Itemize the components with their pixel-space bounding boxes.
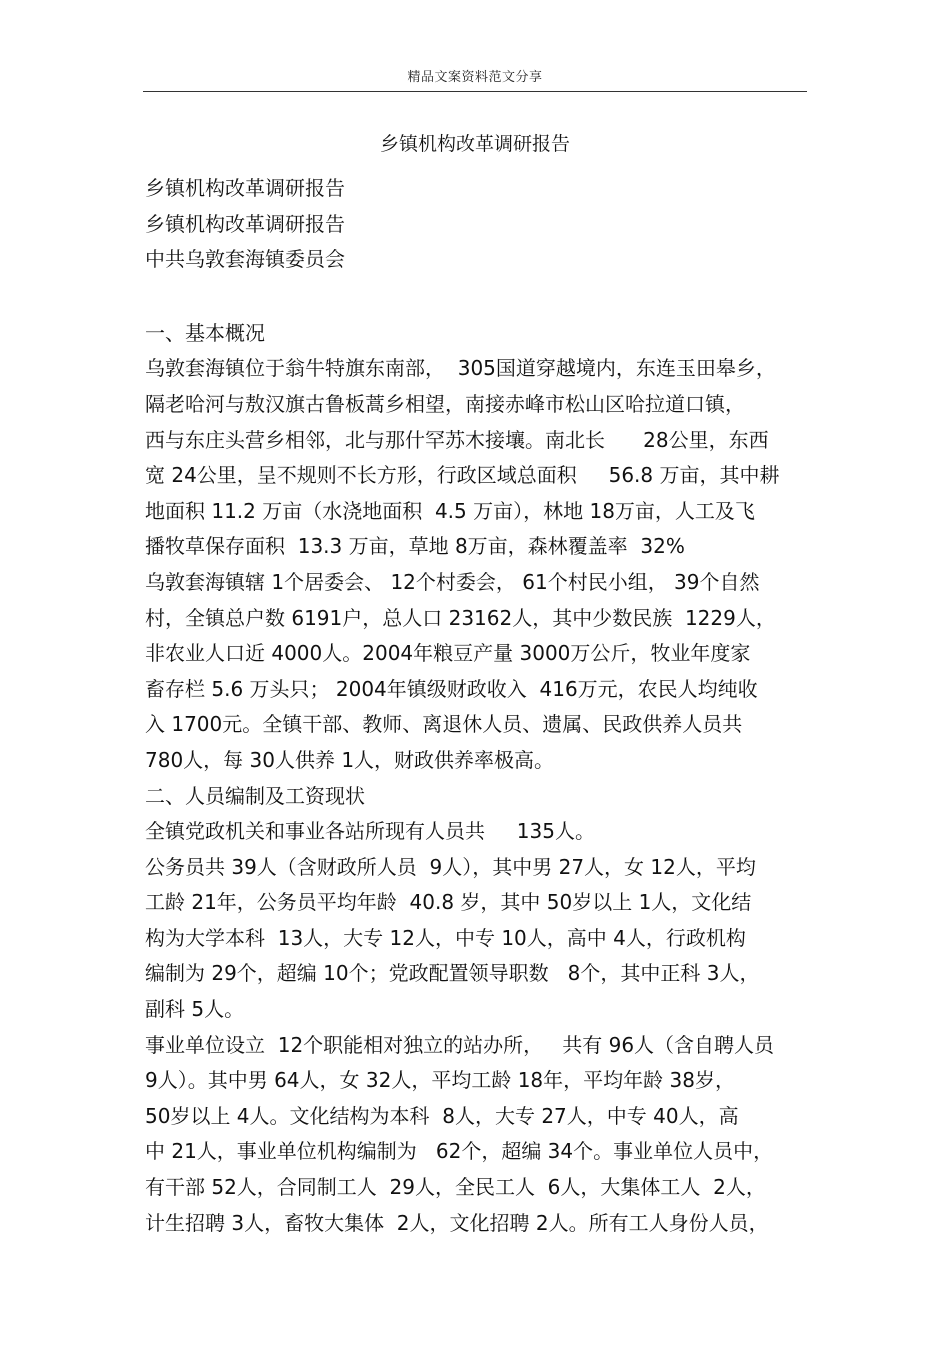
paragraph-line: 入 1700元。全镇干部、教师、离退休人员、遗属、民政供养人员共 — [145, 712, 743, 737]
paragraph-line: 乌敦套海镇位于翁牛特旗东南部， 305国道穿越境内，东连玉田皋乡， — [145, 356, 776, 381]
paragraph-line: 隔老哈河与敖汉旗古鲁板蒿乡相望，南接赤峰市松山区哈拉道口镇， — [145, 391, 745, 416]
paragraph-line: 副科 5人。 — [145, 997, 245, 1022]
paragraph-line: 公务员共 39人（含财政所人员 9人），其中男 27人，女 12人，平均 — [145, 854, 756, 879]
section-heading: 二、人员编制及工资现状 — [145, 783, 365, 808]
subtitle-line: 乡镇机构改革调研报告 — [145, 211, 345, 236]
author-line: 中共乌敦套海镇委员会 — [145, 247, 345, 272]
blank-line — [145, 278, 810, 316]
document-title: 乡镇机构改革调研报告 — [379, 133, 570, 155]
paragraph-line: 9人）。其中男 64人，女 32人，平均工龄 18年，平均年龄 38岁， — [145, 1068, 735, 1093]
paragraph-line: 畜存栏 5.6 万头只； 2004年镇级财政收入 416万元，农民人均纯收 — [145, 676, 758, 701]
paragraph-line: 50岁以上 4人。文化结构为本科 8人，大专 27人，中专 40人，高 — [145, 1103, 739, 1128]
paragraph-line: 计生招聘 3人，畜牧大集体 2人，文化招聘 2人。所有工人身份人员， — [145, 1210, 769, 1235]
paragraph-line: 中 21人，事业单位机构编制为 62个，超编 34个。事业单位人员中， — [145, 1139, 774, 1164]
page-header: 精品文案资料范文分享 — [407, 70, 543, 85]
paragraph-line: 780人，每 30人供养 1人，财政供养率极高。 — [145, 747, 555, 772]
paragraph-line: 乌敦套海镇辖 1个居委会、 12个村委会， 61个村民小组， 39个自然 — [145, 569, 760, 594]
document-body — [145, 171, 810, 1241]
paragraph-line: 村，全镇总户数 6191户，总人口 23162人，其中少数民族 1229人， — [145, 605, 776, 630]
paragraph-line: 有干部 52人，合同制工人 29人，全民工人 6人，大集体工人 2人， — [145, 1175, 766, 1200]
paragraph-line: 构为大学本科 13人，大专 12人，中专 10人，高中 4人，行政机构 — [145, 925, 746, 950]
paragraph-line: 全镇党政机关和事业各站所现有人员共 135人。 — [145, 819, 595, 844]
paragraph-line: 非农业人口近 4000人。2004年粮豆产量 3000万公斤，牧业年度家 — [145, 641, 751, 666]
paragraph-line: 播牧草保存面积 13.3 万亩，草地 8万亩，森林覆盖率 32% — [145, 534, 685, 559]
header-divider — [143, 91, 807, 92]
section-heading: 一、基本概况 — [145, 320, 265, 345]
paragraph-line: 编制为 29个，超编 10个；党政配置领导职数 8个，其中正科 3人， — [145, 961, 760, 986]
paragraph-line: 工龄 21年，公务员平均年龄 40.8 岁，其中 50岁以上 1人，文化结 — [145, 890, 752, 915]
paragraph-line: 宽 24公里，呈不规则不长方形，行政区域总面积 56.8 万亩，其中耕 — [145, 463, 780, 488]
paragraph-line: 地面积 11.2 万亩（水浇地面积 4.5 万亩），林地 18万亩，人工及飞 — [145, 498, 755, 523]
subtitle-line: 乡镇机构改革调研报告 — [145, 176, 345, 200]
paragraph-line: 事业单位设立 12个职能相对独立的站办所， 共有 96人（含自聘人员 — [145, 1032, 775, 1057]
paragraph-line: 西与东庄头营乡相邻，北与那什罕苏木接壤。南北长 28公里，东西 — [145, 427, 769, 452]
